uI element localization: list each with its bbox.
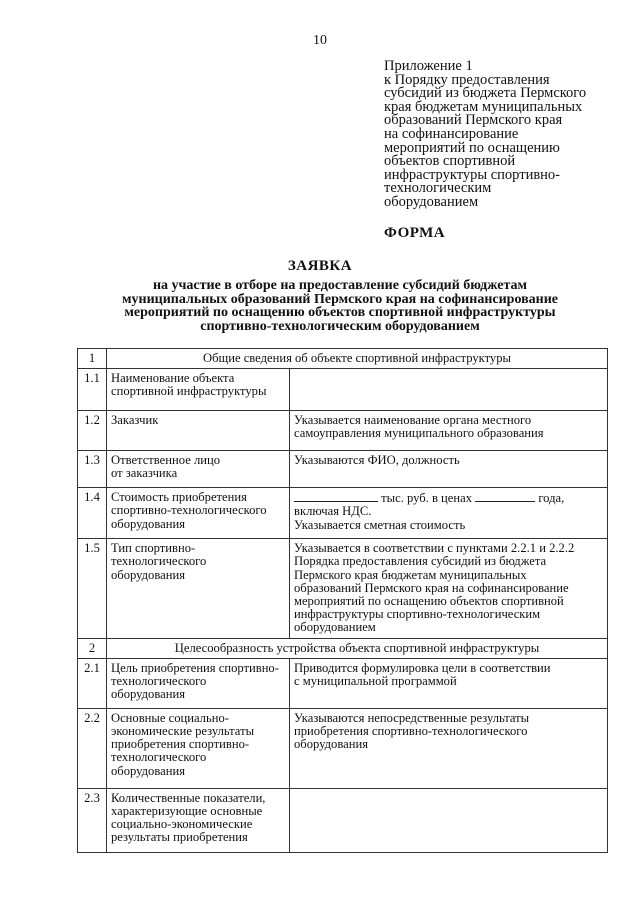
row-name [107,488,290,539]
row-number: 2.3 [78,788,107,852]
row-name-line: Тип спортивно- [111,541,196,556]
form-label: ФОРМА [384,225,446,241]
year-text: года, [535,491,565,506]
year-blank [475,491,535,502]
row-name-line: оборудования [111,567,185,582]
row-description [290,788,608,852]
appendix-line: к Порядку предоставления [384,71,550,88]
section-number: 1 [78,349,107,369]
row-description-line: приобретения спортивно-технологического [294,724,528,739]
subtitle-line: муниципальных образований Пермского края на софинансирование [121,291,559,307]
table-row [78,658,608,708]
row-description-line: оборудования [294,737,368,752]
row-name [107,451,290,488]
row-description-line: Порядка предоставления субсидий из бюджета [294,554,547,569]
row-name-line: технологического [111,750,207,765]
table-row [78,488,608,539]
appendix-line: на софинансирование [384,125,519,142]
row-name-line: Наименование объекта [111,371,235,386]
row-name-line: оборудования [111,763,185,778]
section-number: 2 [78,638,107,658]
table-row [78,788,608,852]
row-name-line: технологического [111,674,207,689]
row-number: 1.5 [78,539,107,638]
row-name-line: технологического [111,554,207,569]
row-name-line: от заказчика [111,466,178,481]
row-description-line: оборудованием [294,620,376,635]
table-row [78,451,608,488]
row-name-line: спортивно-технологического [111,503,267,518]
row-description-line: Указывается сметная стоимость [294,517,466,532]
row-name-line: оборудования [111,687,185,702]
table-row [78,369,608,411]
subtitle-line: на участие в отборе на предоставление субсидий бюджетам [152,278,528,293]
appendix-line: края бюджетам муниципальных [384,98,583,115]
appendix-block [384,60,614,210]
row-name-line: Стоимость приобретения [111,490,247,505]
price-blank [294,491,378,502]
section-title: Общие сведения об объекте спортивной инфраструктуры [107,349,608,369]
appendix-line: мероприятий по оснащению [384,139,560,156]
appendix-line: инфраструктуры спортивно- [384,166,561,183]
row-description-line: Указываются ФИО, должность [294,453,460,468]
appendix-line: технологическим [384,180,492,197]
row-description-line: Указываются непосредственные результаты [294,710,530,725]
row-name [107,539,290,638]
row-name [107,788,290,852]
row-description-line: инфраструктуры спортивно-технологическим [294,607,541,622]
page-number: 10 [313,33,327,48]
table-row [78,411,608,451]
row-description-line: Приводится формулировка цели в соответствии [294,660,551,675]
table-row [78,708,608,788]
row-name-line: Цель приобретения спортивно- [111,660,279,675]
row-description [290,369,608,411]
subtitle-line: мероприятий по оснащению объектов спортивной инфраструктуры [124,305,556,321]
row-name-line: Основные социально- [111,710,229,725]
row-name-line: спортивной инфраструктуры [111,384,267,399]
row-description-line: Указывается в соответствии с пунктами 2.2.1 и 2.2.2 [294,541,575,556]
document-title: ЗАЯВКА [287,258,353,274]
row-name-line: результаты приобретения [111,830,248,845]
section-row [78,638,608,658]
row-number: 2.2 [78,708,107,788]
row-description-line: образований Пермского края на софинансирование [294,580,569,595]
row-name [107,658,290,708]
document-subtitle [80,279,600,333]
row-description [290,708,608,788]
appendix-line: субсидий из бюджета Пермского [384,85,587,102]
row-name-line: экономические результаты [111,724,255,739]
section-title: Целесообразность устройства объекта спортивной инфраструктуры [107,638,608,658]
appendix-line: объектов спортивной [384,153,516,170]
appendix-line: оборудованием [384,193,479,210]
row-description [290,411,608,451]
price-line [294,491,603,505]
row-name-line: Заказчик [111,413,159,428]
row-description [290,539,608,638]
row-number: 1.4 [78,488,107,539]
row-description [290,658,608,708]
row-description-line: Пермского края бюджетам муниципальных [294,567,527,582]
row-name-line: характеризующие основные [111,804,263,819]
row-description-line: мероприятий по оснащению объектов спортивной [294,594,564,609]
row-description [290,451,608,488]
row-name-line: приобретения спортивно- [111,737,250,752]
price-text: тыс. руб. в ценах [378,491,476,506]
row-number: 2.1 [78,658,107,708]
appendix-line: Приложение 1 [384,58,473,74]
table-row [78,539,608,638]
row-name-line: социально-экономические [111,817,253,832]
row-number: 1.2 [78,411,107,451]
row-description-line: с муниципальной программой [294,674,457,689]
row-name-line: Количественные показатели, [111,790,266,805]
row-number: 1.1 [78,369,107,411]
row-name [107,411,290,451]
row-name [107,369,290,411]
application-table [77,348,608,853]
appendix-line: образований Пермского края [384,112,563,129]
row-description [290,488,608,539]
row-number: 1.3 [78,451,107,488]
row-description-line: самоуправления муниципального образования [294,426,544,441]
section-row [78,349,608,369]
row-name [107,708,290,788]
row-description-line: включая НДС. [294,504,372,519]
row-name-line: Ответственное лицо [111,453,221,468]
subtitle-line: спортивно-технологическим оборудованием [200,318,480,334]
row-description-line: Указывается наименование органа местного [294,413,532,428]
row-name-line: оборудования [111,516,185,531]
